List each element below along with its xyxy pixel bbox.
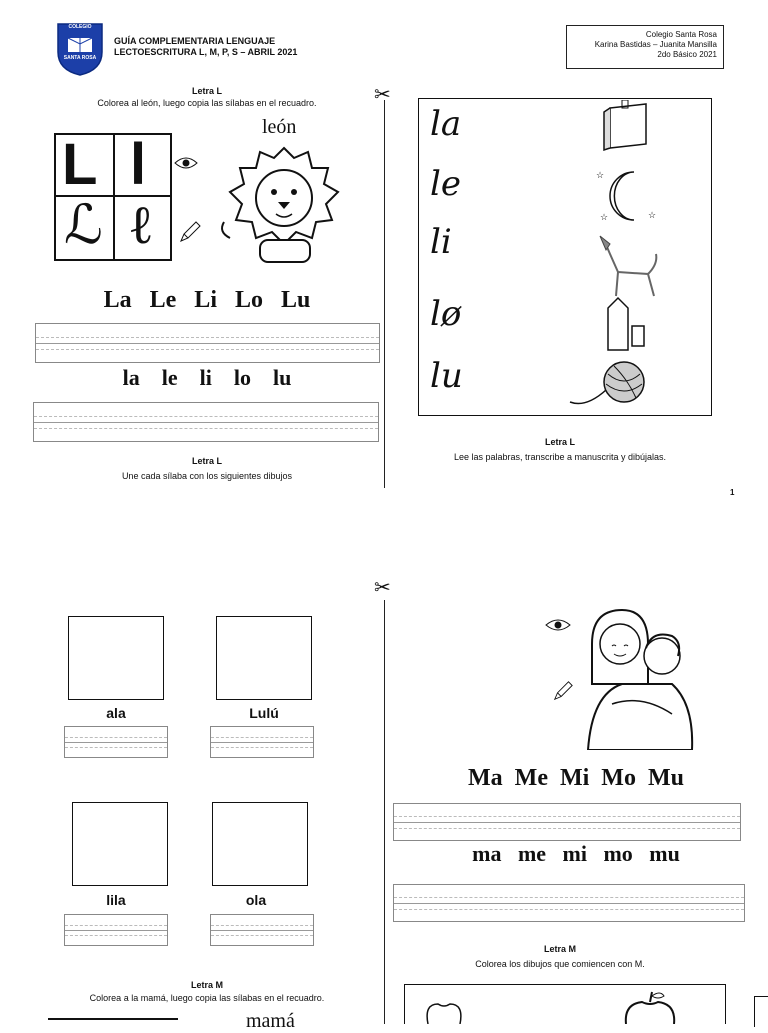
word-label: ola <box>245 892 267 908</box>
word-label: ala <box>106 705 126 721</box>
grade: 2do Básico 2021 <box>657 50 717 59</box>
panel2-footer-title: Letra L <box>544 437 575 447</box>
scissors-icon: ✂ <box>374 84 391 106</box>
moon-drawing <box>594 168 660 231</box>
logo-bottom-text: SANTA ROSA <box>63 55 97 61</box>
teachers: Karina Bastidas – Juanita Mansilla <box>594 40 717 49</box>
cursive-syllable: le <box>430 164 461 204</box>
apple-drawing <box>620 990 680 1029</box>
panel3-footer-title: Letra M <box>190 980 223 990</box>
writing-lines[interactable] <box>393 884 745 922</box>
school-logo <box>56 22 104 76</box>
writing-lines[interactable] <box>393 803 741 841</box>
writing-lines[interactable] <box>210 726 314 758</box>
drawing-box[interactable] <box>68 616 164 700</box>
svg-text:☆: ☆ <box>648 210 657 220</box>
book-drawing <box>600 100 656 157</box>
eye-icon <box>545 617 571 638</box>
cursive-syllable: li <box>430 222 452 262</box>
pencil-icon <box>552 680 574 707</box>
mother-child-drawing <box>582 604 702 755</box>
frame-corner <box>754 996 768 1027</box>
drawing-box[interactable] <box>212 802 308 886</box>
word-label: Lulú <box>249 705 279 721</box>
logo-top-text: COLEGIO <box>68 24 92 30</box>
cursive-syllable: lø <box>430 294 462 334</box>
letter-grid <box>54 133 172 261</box>
letter-grid-partial <box>48 1018 178 1030</box>
panel1-title: Letra L <box>191 86 222 96</box>
milk-drawing <box>604 296 648 357</box>
yarn-drawing <box>566 358 650 417</box>
letter-upper-print: L <box>62 132 98 197</box>
letter-upper-cursive: ℒ <box>64 193 103 256</box>
panel1-instruction: Colorea al león, luego copia las sílabas en el recuadro. <box>97 98 317 108</box>
school-info-box <box>566 25 724 69</box>
drawing-box[interactable] <box>72 802 168 886</box>
eye-icon <box>174 155 198 176</box>
writing-lines[interactable] <box>210 914 314 946</box>
lion-label: león <box>262 116 297 138</box>
writing-lines[interactable] <box>64 726 168 758</box>
letter-lower-cursive: ℓ <box>128 193 154 256</box>
vertical-divider-top <box>384 100 385 488</box>
guide-title-line2: LECTOESCRITURA L, M, P, S – ABRIL 2021 <box>114 47 298 57</box>
writing-lines[interactable] <box>64 914 168 946</box>
tooth-drawing <box>424 1000 464 1029</box>
letter-lower-print: l <box>130 132 147 197</box>
svg-text:☆: ☆ <box>596 170 605 180</box>
panel1-footer-text: Une cada sílaba con los siguientes dibujos <box>121 471 293 481</box>
syllables-upper-L: La Le Li Lo Lu <box>103 287 311 313</box>
syllables-upper-M: Ma Me Mi Mo Mu <box>468 765 684 791</box>
syllables-lower-M: ma me mi mo mu <box>472 841 680 866</box>
lion-drawing <box>214 142 354 277</box>
syllables-lower-L: la le li lo lu <box>122 365 292 390</box>
writing-lines[interactable] <box>35 323 380 363</box>
panel4-footer-text: Colorea los dibujos que comiencen con M. <box>475 959 645 969</box>
cursive-syllable: lu <box>430 356 463 396</box>
panel2-footer-text: Lee las palabras, transcribe a manuscrita y dibújalas. <box>453 452 667 462</box>
pencil-icon <box>178 220 202 249</box>
panel3-footer-text: Colorea a la mamá, luego copia las sílabas en el recuadro. <box>89 993 325 1003</box>
scissors-icon: ✂ <box>374 577 391 599</box>
svg-text:☆: ☆ <box>600 212 609 222</box>
writing-lines[interactable] <box>33 402 379 442</box>
guide-title-line1: GUÍA COMPLEMENTARIA LENGUAJE <box>114 36 276 46</box>
page-number: 1 <box>730 488 735 497</box>
mama-label: mamá <box>246 1010 295 1032</box>
panel1-footer-title: Letra L <box>191 456 222 466</box>
drawing-box[interactable] <box>216 616 312 700</box>
cursive-syllable: la <box>430 104 462 144</box>
word-label: lila <box>106 892 126 908</box>
school-name: Colegio Santa Rosa <box>645 30 717 39</box>
panel4-footer-title: Letra M <box>543 944 576 954</box>
wolf-drawing <box>596 234 662 303</box>
